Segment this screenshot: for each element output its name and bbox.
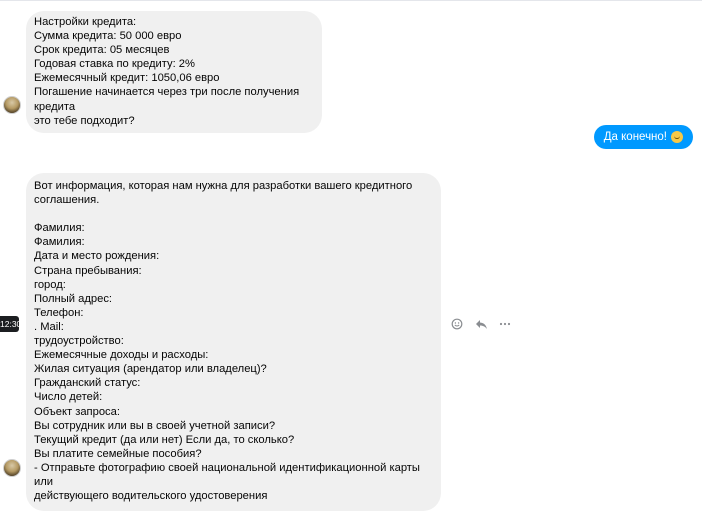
reply-arrow-icon[interactable] [475, 318, 487, 330]
sender-avatar[interactable] [3, 459, 21, 477]
incoming-message-loan-settings[interactable]: Настройки кредита: Сумма кредита: 50 000 евро Срок кредита: 05 месяцев Годовая ставка по кредиту: 2% Ежемесячный кредит: 1050,06 евро Погашение начинается через три после получения кредита это тебе подходит? [26, 11, 322, 133]
message-timestamp: 12:30 [0, 316, 19, 332]
more-dots-icon[interactable] [499, 318, 511, 330]
grinning-face-emoji-icon [671, 131, 683, 143]
outgoing-message-text: Да конечно! [603, 131, 667, 143]
message-actions [451, 318, 511, 330]
incoming-message-info-request[interactable]: Вот информация, которая нам нужна для разработки вашего кредитного соглашения. Фамилия: Фамилия: Дата и место рождения: Страна пребывания: город: Полный адрес: Телефон: . Mail: трудоустройство: Ежемесячные доходы и расходы: Жилая ситуация (арендатор или владелец)? Гражданский статус: Число детей: Объект запроса: Вы сотрудник или вы в своей учетной записи? Текущий кредит (да или нет) Если да, то сколько? Вы платите семейные пособия? - Отправьте фотографию своей национальной идентификационной карты или действующего водительского удостоверения [26, 173, 441, 511]
sender-avatar[interactable] [3, 96, 21, 114]
smiley-icon[interactable] [451, 318, 463, 330]
outgoing-message[interactable] [594, 125, 693, 149]
